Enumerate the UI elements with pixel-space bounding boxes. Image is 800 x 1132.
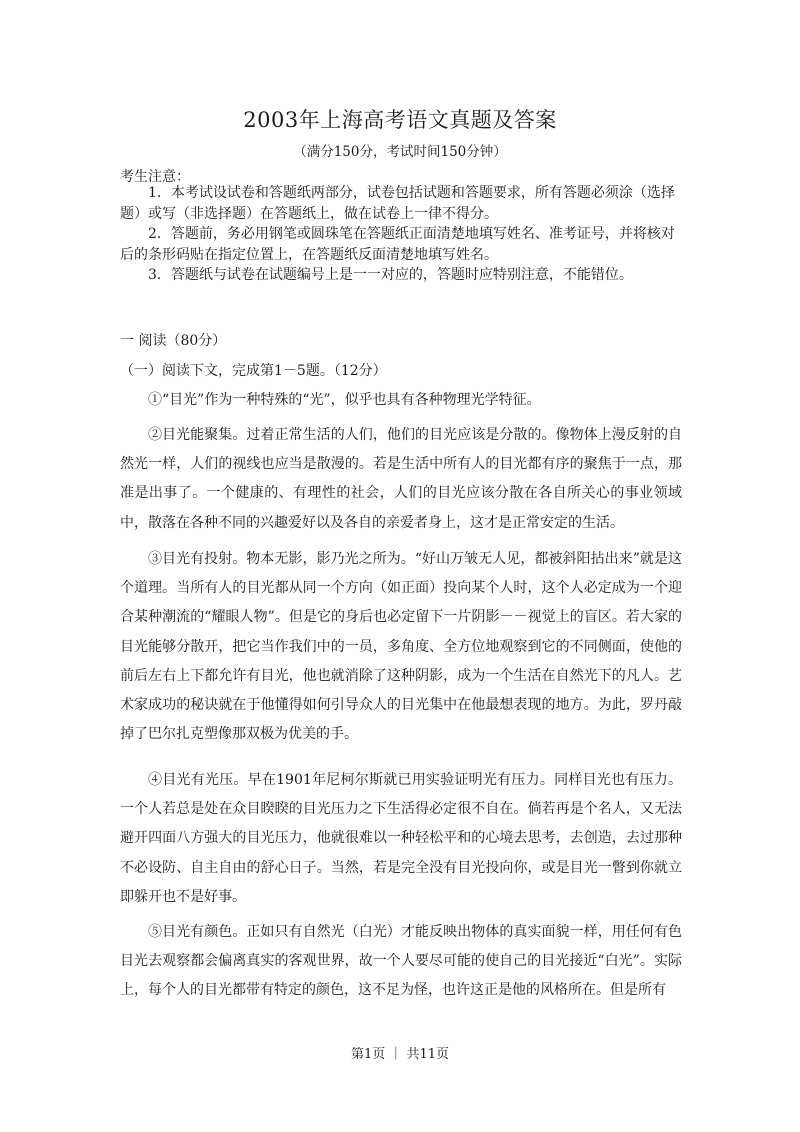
- paragraph-5: ⑤目光有颜色。正如只有自然光（白光）才能反映出物体的真实面貌一样，用任何有色目光去观察都会偏离真实的客观世界，故一个人要尽可能的使自己的目光接近“白光”。实际上，每个人的目光都带有特定的颜色，这不足为怪，也许这正是他的风格所在。但是所有: [120, 924, 682, 999]
- paragraph-2: ②目光能聚集。过着正常生活的人们，他们的目光应该是分散的。像物体上漫反射的自然光一样，人们的视线也应当是散漫的。若是生活中所有人的目光都有序的聚焦于一点，那准是出事了。一个健康的、有理性的社会，人们的目光应该分散在各自所关心的事业领域中，散落在各种不同的兴趣爱好以及各自的亲爱者身上，这才是正常安定的生活。: [120, 427, 682, 531]
- notice-item-3: 3．答题纸与试卷在试题编号上是一一对应的，答题时应特别注意，不能错位。: [148, 267, 633, 283]
- subsection-heading: （一）阅读下文，完成第1－5题。（12分）: [120, 363, 387, 379]
- paragraph-1: ①“目光”作为一种特殊的“光”，似乎也具有各种物理光学特征。: [148, 392, 541, 408]
- notice-item-1: 1．本考试设试卷和答题纸两部分，试卷包括试题和答题要求，所有答题必须涂（选择题）或写（非选择题）在答题纸上，做在试卷上一律不得分。: [120, 185, 675, 222]
- notice-heading: 考生注意：: [120, 169, 190, 185]
- page-footer: 第1页 ｜ 共11页: [350, 1047, 450, 1062]
- section-heading: 一 阅读（80分）: [120, 333, 227, 349]
- paragraph-4: ④目光有光压。早在1901年尼柯尔斯就已用实验证明光有压力。同样目光也有压力。一个人若总是处在众目睽睽的目光压力之下生活得必定很不自在。倘若再是个名人，又无法避开四面八方强大的目光压力，他就很难以一种轻松平和的心境去思考，去创造，去过那种不必设防、自主自由的舒心日子。当然，若是完全没有目光投向你，或是目光一瞥到你就立即躲开也不是好事。: [120, 772, 682, 905]
- paragraph-3: ③目光有投射。物本无影，影乃光之所为。“好山万皱无人见，都被斜阳拈出来”就是这个道理。当所有人的目光都从同一个方向（如正面）投向某个人时，这个人必定成为一个迎合某种潮流的“耀眼人物”。但是它的身后也必定留下一片阴影－－视觉上的盲区。若大家的目光能够分散开，把它当作我们中的一员，多角度、全方位地观察到它的不同侧面，使他的前后左右上下都允许有目光，他也就消除了这种阴影，成为一个生活在自然光下的凡人。艺术家成功的秘诀就在于他懂得如何引导众人的目光集中在他最想表现的地方。为此，罗丹敲掉了巴尔扎克塑像那双极为优美的手。: [120, 551, 682, 743]
- notice-item-2: 2．答题前，务必用钢笔或圆珠笔在答题纸正面清楚地填写姓名、准考证号，并将核对后的条形码贴在指定位置上，在答题纸反面清楚地填写姓名。: [120, 226, 675, 263]
- exam-info-subtitle: （满分150分，考试时间150分钟）: [293, 144, 507, 160]
- document-title: 2003年上海高考语文真题及答案: [243, 108, 557, 132]
